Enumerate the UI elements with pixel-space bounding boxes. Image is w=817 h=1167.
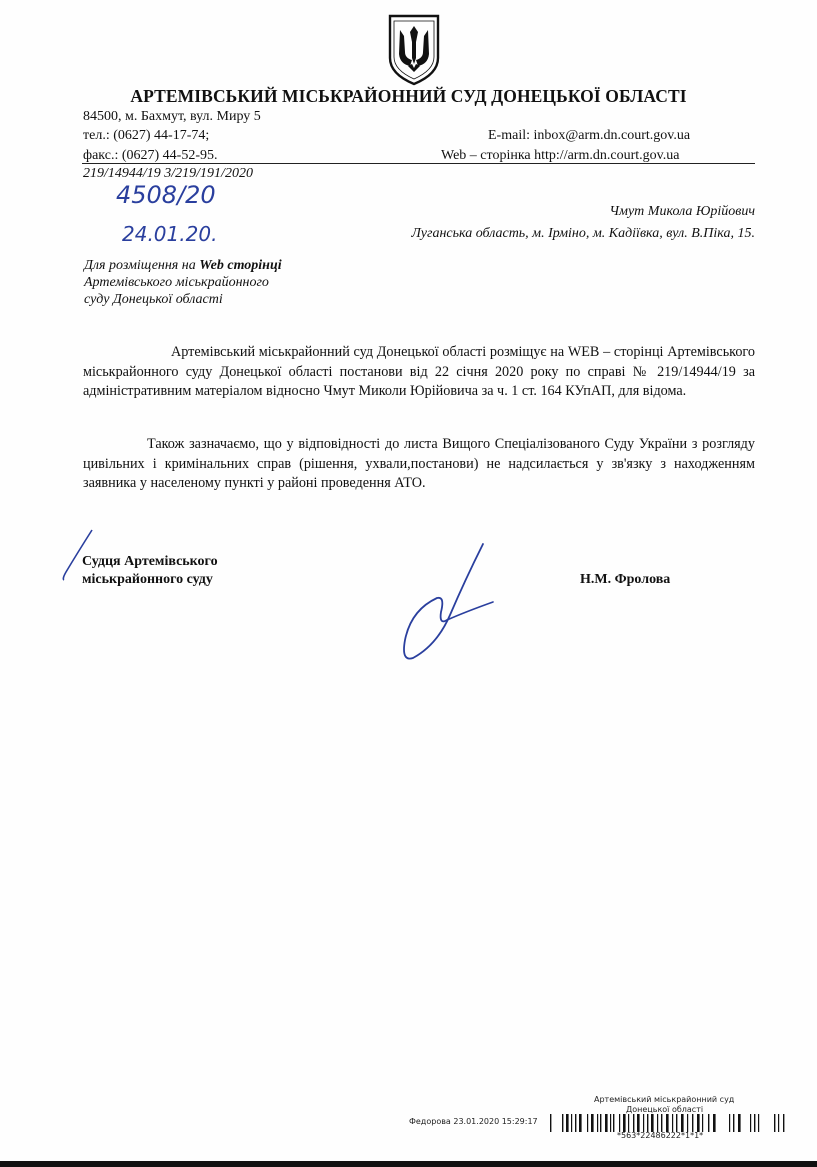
placement-note [84, 257, 282, 308]
placement-note-prefix: Для розміщення на [84, 258, 200, 273]
addressee-name: Чмут Микола Юрійович [609, 204, 755, 219]
judge-title-line-2: міськрайонного суду [82, 572, 213, 587]
handwritten-registration-date: 24.01.20. [122, 222, 218, 246]
body-paragraph-1 [83, 343, 755, 402]
court-fax: факс.: (0627) 44-52-95. [83, 148, 218, 163]
placement-note-line2: Артемівського міськрайонного [84, 275, 269, 290]
handwritten-registration-number: 4508/20 [116, 181, 216, 209]
stamp-operator-timestamp: Федорова 23.01.2020 15:29:17 [409, 1117, 538, 1126]
addressee-address: Луганська область, м. Ірміно, м. Кадіївка, вул. В.Піка, 15. [411, 226, 755, 241]
barcode-icon [550, 1114, 790, 1132]
paragraph-1-text: Артемівський міськрайонний суд Донецької області розміщує на WEB – сторінці Артемівського міськрайонного суду Донецької області постанови від 22 січня 2020 року по справі № 219/14944/19 за адміністративним матеріалом відносно Чмут Миколи Юрійовича за ч. 1 ст. 164 КУпАП, для відома. [83, 344, 755, 399]
coat-of-arms-icon [386, 12, 442, 86]
stamp-court-line-1: Артемівський міськрайонний суд [594, 1095, 735, 1104]
judge-name: Н.М. Фролова [580, 572, 671, 587]
court-email: E-mail: inbox@arm.dn.court.gov.ua [488, 128, 691, 143]
judge-title-line-1: Судця Артемівського [82, 554, 218, 569]
signature-icon [395, 540, 505, 665]
placement-note-line3: суду Донецької області [84, 292, 223, 307]
court-name: АРТЕМІВСЬКИЙ МІСЬКРАЙОННИЙ СУД ДОНЕЦЬКОЇ ОБЛАСТІ [130, 86, 687, 106]
body-paragraph-2 [83, 435, 755, 494]
court-address: 84500, м. Бахмут, вул. Миру 5 [83, 109, 261, 124]
court-website: Web – сторінка http://arm.dn.court.gov.ua [441, 148, 680, 163]
barcode-code: *563*22486222*1*1* [617, 1131, 704, 1140]
paragraph-2-text: Також зазначаємо, що у відповідності до листа Вищого Спеціалізованого Суду України з розгляду цивільних і кримінальних справ (рішення, ухвали,постанови) не надсилається у зв'язку з находженням заявника у населеному пункті у районі проведення АТО. [83, 436, 755, 491]
scan-bottom-edge [0, 1161, 817, 1167]
header-divider [82, 163, 755, 164]
court-phone: тел.: (0627) 44-17-74; [83, 128, 210, 143]
case-numbers: 219/14944/19 3/219/191/2020 [83, 166, 253, 181]
placement-note-bold: Web сторінці [199, 258, 282, 273]
stamp-court-line-2: Донецької області [626, 1105, 704, 1114]
